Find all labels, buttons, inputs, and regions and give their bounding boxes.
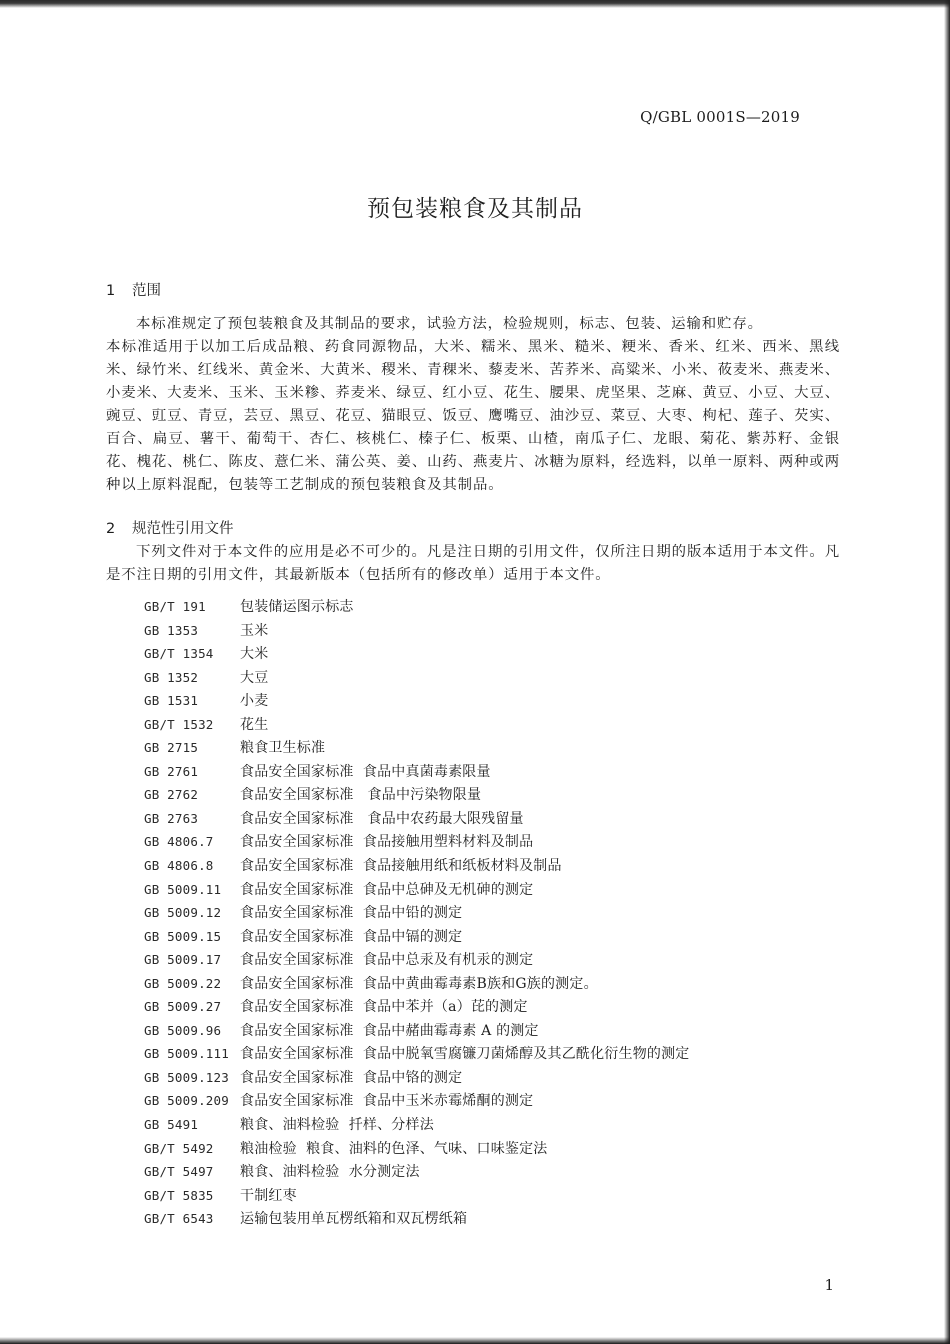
section-number: 1 [106,283,116,299]
scope-applicability: 本标准适用于以加工后成品粮、药食同源物品，大米、糯米、黑米、糙米、粳米、香米、红米、西米、黑线米、绿竹米、红线米、黄金米、大黄米、稷米、青稞米、藜麦米、苦荞米、高粱米、小米、莜麦米、燕麦米、小麦米、大麦米、玉米、玉米糁、荞麦米、绿豆、红小豆、花生、腰果、虎坚果、芝麻、黄豆、小豆、大豆、豌豆、豇豆、青豆，芸豆、黑豆、花豆、猫眼豆、饭豆、鹰嘴豆、油沙豆、菜豆、大枣、枸杞、莲子、芡实、百合、扁豆、薯干、葡萄干、杏仁、核桃仁、榛子仁、板栗、山楂，南瓜子仁、龙眼、菊花、紫苏籽、金银花、槐花、桃仁、陈皮、薏仁米、蒲公英、姜、山药、燕麦片、冰糖为原料，经选料，以单一原料、两种或两种以上原料混配，包装等工艺制成的预包装粮食及其制品。 [106,339,840,493]
reference-item [144,1184,844,1208]
reference-code: GB 1352 [144,669,199,685]
reference-code: GB 5009.17 [144,952,222,968]
document-title: 预包装粮食及其制品 [367,196,583,222]
section-1-body [106,313,840,497]
reference-item [144,760,844,784]
standard-code: Q/GBL 0001S—2019 [640,108,800,126]
section-title: 规范性引用文件 [132,521,234,537]
reference-title: 玉米 [240,622,269,639]
reference-code: GB/T 5492 [144,1140,214,1156]
section-title: 范围 [132,283,161,299]
reference-title: 大豆 [240,669,269,686]
section-number: 2 [106,521,116,537]
reference-title: 花生 [240,716,269,733]
reference-item [144,830,844,854]
reference-title: 食品安全国家标准 食品中铅的测定 [240,905,463,922]
reference-code: GB 5009.209 [144,1093,229,1109]
reference-title: 食品安全国家标准 食品中农药最大限残留量 [240,810,524,827]
reference-code: GB/T 191 [144,599,206,614]
reference-title: 大米 [240,646,269,663]
reference-item [144,1160,844,1184]
section-1-heading [106,279,161,300]
reference-title: 食品安全国家标准 食品中赭曲霉毒素 A 的测定 [240,1022,539,1039]
reference-item [144,925,844,949]
reference-list [144,595,844,1231]
reference-code: GB 2763 [144,810,199,826]
reference-item [144,854,844,878]
reference-title: 食品安全国家标准 食品中苯并（a）芘的测定 [240,999,528,1016]
reference-item [144,1019,844,1043]
reference-code: GB 5009.123 [144,1069,229,1085]
reference-title: 食品安全国家标准 食品中铬的测定 [240,1069,463,1086]
reference-code: GB/T 5497 [144,1164,214,1180]
reference-title: 食品安全国家标准 食品中污染物限量 [240,787,482,804]
reference-item [144,1042,844,1066]
reference-item [144,1207,844,1231]
reference-item [144,666,844,690]
reference-code: GB 5491 [144,1117,199,1133]
reference-item [144,972,844,996]
reference-title: 食品安全国家标准 食品中总汞及有机汞的测定 [240,952,534,969]
reference-code: GB/T 5835 [144,1187,214,1203]
scan-border-top [0,0,950,8]
reference-item [144,783,844,807]
reference-code: GB 2715 [144,740,199,756]
reference-title: 包装储运图示标志 [240,599,354,615]
reference-item [144,995,844,1019]
reference-item [144,878,844,902]
reference-title: 食品安全国家标准 食品中脱氧雪腐镰刀菌烯醇及其乙酰化衍生物的测定 [240,1046,690,1063]
reference-item [144,619,844,643]
reference-title: 粮食、油料检验 水分测定法 [240,1164,420,1181]
reference-code: GB/T 6543 [144,1211,214,1227]
scan-border-bottom [0,1337,950,1344]
reference-code: GB 2761 [144,763,199,779]
reference-item [144,689,844,713]
reference-title: 小麦 [240,693,269,710]
section-2-body [106,541,840,587]
reference-code: GB 5009.27 [144,999,222,1015]
reference-code: GB 5009.22 [144,975,222,991]
reference-item [144,1089,844,1113]
reference-code: GB/T 1354 [144,646,214,662]
reference-code: GB 5009.11 [144,881,222,897]
reference-title: 食品安全国家标准 食品中真菌毒素限量 [240,763,491,780]
reference-item [144,1113,844,1137]
reference-item [144,642,844,666]
reference-title: 食品安全国家标准 食品中总砷及无机砷的测定 [240,881,534,898]
reference-item [144,901,844,925]
section-2-heading [106,517,234,538]
reference-title: 食品安全国家标准 食品接触用塑料材料及制品 [240,834,534,851]
reference-code: GB 1353 [144,622,199,638]
reference-title: 食品安全国家标准 食品中镉的测定 [240,928,463,945]
reference-item [144,736,844,760]
reference-title: 食品安全国家标准 食品中黄曲霉毒素B族和G族的测定。 [240,975,598,992]
reference-code: GB 4806.7 [144,834,214,850]
reference-item [144,1137,844,1161]
reference-code: GB 5009.12 [144,905,222,921]
reference-code: GB 5009.15 [144,928,222,944]
reference-item [144,948,844,972]
page-number: 1 [824,1276,834,1294]
reference-title: 粮食卫生标准 [240,740,326,757]
reference-item [144,595,844,619]
reference-code: GB 5009.96 [144,1022,222,1038]
reference-title: 食品安全国家标准 食品接触用纸和纸板材料及制品 [240,858,562,875]
reference-title: 食品安全国家标准 食品中玉米赤霉烯酮的测定 [240,1093,534,1110]
reference-code: GB 5009.111 [144,1046,229,1062]
normative-intro: 下列文件对于本文件的应用是必不可少的。凡是注日期的引用文件，仅所注日期的版本适用于本文件。凡是不注日期的引用文件，其最新版本（包括所有的修改单）适用于本文件。 [106,544,840,583]
reference-code: GB 4806.8 [144,858,214,874]
reference-code: GB 2762 [144,787,199,803]
reference-code: GB 1531 [144,693,199,709]
reference-title: 粮食、油料检验 扦样、分样法 [240,1117,434,1134]
reference-title: 粮油检验 粮食、油料的色泽、气味、口味鉴定法 [240,1140,548,1157]
reference-title: 运输包装用单瓦楞纸箱和双瓦楞纸箱 [240,1211,468,1228]
reference-code: GB/T 1532 [144,716,214,732]
reference-item [144,1066,844,1090]
scope-statement: 本标准规定了预包装粮食及其制品的要求，试验方法，检验规则，标志、包装、运输和贮存。 [136,316,763,332]
reference-item [144,713,844,737]
reference-item [144,807,844,831]
reference-title: 干制红枣 [240,1187,297,1204]
